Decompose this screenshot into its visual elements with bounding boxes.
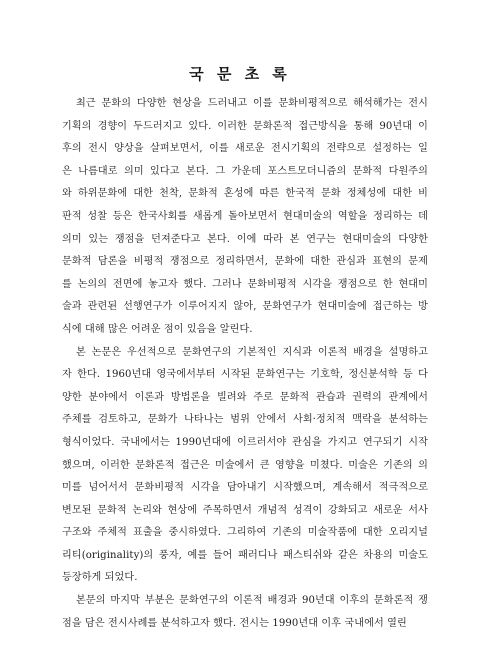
text-line: 를 논의의 전면에 놓고자 했다. 그러나 문화비평적 시각을 쟁점으로 한 현대미	[62, 278, 428, 290]
abstract-title: 국 문 초 록	[189, 65, 291, 83]
paragraph	[62, 93, 428, 342]
text-line: 본 논문은 우선적으로 문화연구의 기본적인 지식과 이론적 배경을 설명하고	[76, 346, 428, 358]
text-line: 판적 성찰 등은 한국사회를 새롭게 돌아보면서 현대미술의 역할을 정리하는 데	[62, 210, 428, 222]
text-line: 최근 문화의 다양한 현상을 드러내고 이를 문화비평적으로 해석해가는 전시	[76, 98, 428, 109]
text-line: 문화적 담론을 비평적 쟁점으로 정리하면서, 문화에 대한 관심과 표현의 문제	[62, 256, 428, 268]
abstract-body	[62, 93, 428, 635]
text-line: 양한 분야에서 이론과 방법론을 빌려와 주로 문화적 관습과 권력의 관계에서	[62, 391, 428, 403]
paragraph	[62, 342, 428, 591]
text-line: 식에 대해 많은 어려운 점이 있음을 알린다.	[62, 323, 253, 335]
text-line: 주체를 검토하고, 문화가 나타나는 범위 안에서 사회·정치적 맥락을 분석하는	[62, 414, 428, 426]
text-line: 구조와 주체적 표출을 중시하였다. 그리하여 기존의 미술작품에 대한 오리지널	[62, 527, 428, 539]
text-line: 술과 관련된 선행연구가 이루어지지 않아, 문화연구가 현대미술에 접근하는 방	[62, 301, 428, 313]
text-line: 와 하위문화에 대한 천착, 문화적 혼성에 따른 한국적 문화 정체성에 대한 비	[62, 188, 428, 200]
text-line: 미를 넘어서서 문화비평적 시각을 담아내기 시작했으며, 계속해서 적극적으로	[62, 482, 428, 494]
text-line: 점을 담은 전시사례를 분석하고자 했다. 전시는 1990년대 이후 국내에서 열린	[62, 617, 407, 629]
text-line: 후의 전시 양상을 살펴보면서, 이를 새로운 전시기획의 전략으로 설정하는 일	[62, 143, 428, 155]
text-line: 리티(originality)의 풍자, 예를 들어 패러디나 패스티쉬와 같은 차용의 미술도	[62, 549, 428, 561]
text-line: 변모된 문화적 논리와 현상에 주목하면서 개념적 성격이 강화되고 새로운 서사	[62, 504, 428, 516]
text-line: 은 나름대로 의미 있다고 본다. 그 가운데 포스트모더니즘의 문화적 다원주의	[62, 165, 428, 177]
text-line: 의미 있는 쟁점을 던져준다고 본다. 이에 따라 본 연구는 현대미술의 다양한	[62, 233, 428, 245]
text-line: 형식이었다. 국내에서는 1990년대에 이르러서야 관심을 가지고 연구되기 시작	[62, 436, 428, 448]
paragraph	[62, 590, 428, 635]
text-line: 등장하게 되었다.	[62, 572, 138, 584]
text-line: 했으며, 이러한 문화론적 접근은 미술에서 큰 영향을 미쳤다. 미술은 기존의 의	[62, 459, 428, 471]
text-line: 기획의 경향이 두드러지고 있다. 이러한 문화론적 접근방식을 통해 90년대 이	[62, 120, 428, 132]
text-line: 자 한다. 1960년대 영국에서부터 시작된 문화연구는 기호학, 정신분석학 등 다	[62, 369, 428, 381]
text-line: 본문의 마지막 부분은 문화연구의 이론적 배경과 90년대 이후의 문화론적 쟁	[76, 595, 428, 607]
